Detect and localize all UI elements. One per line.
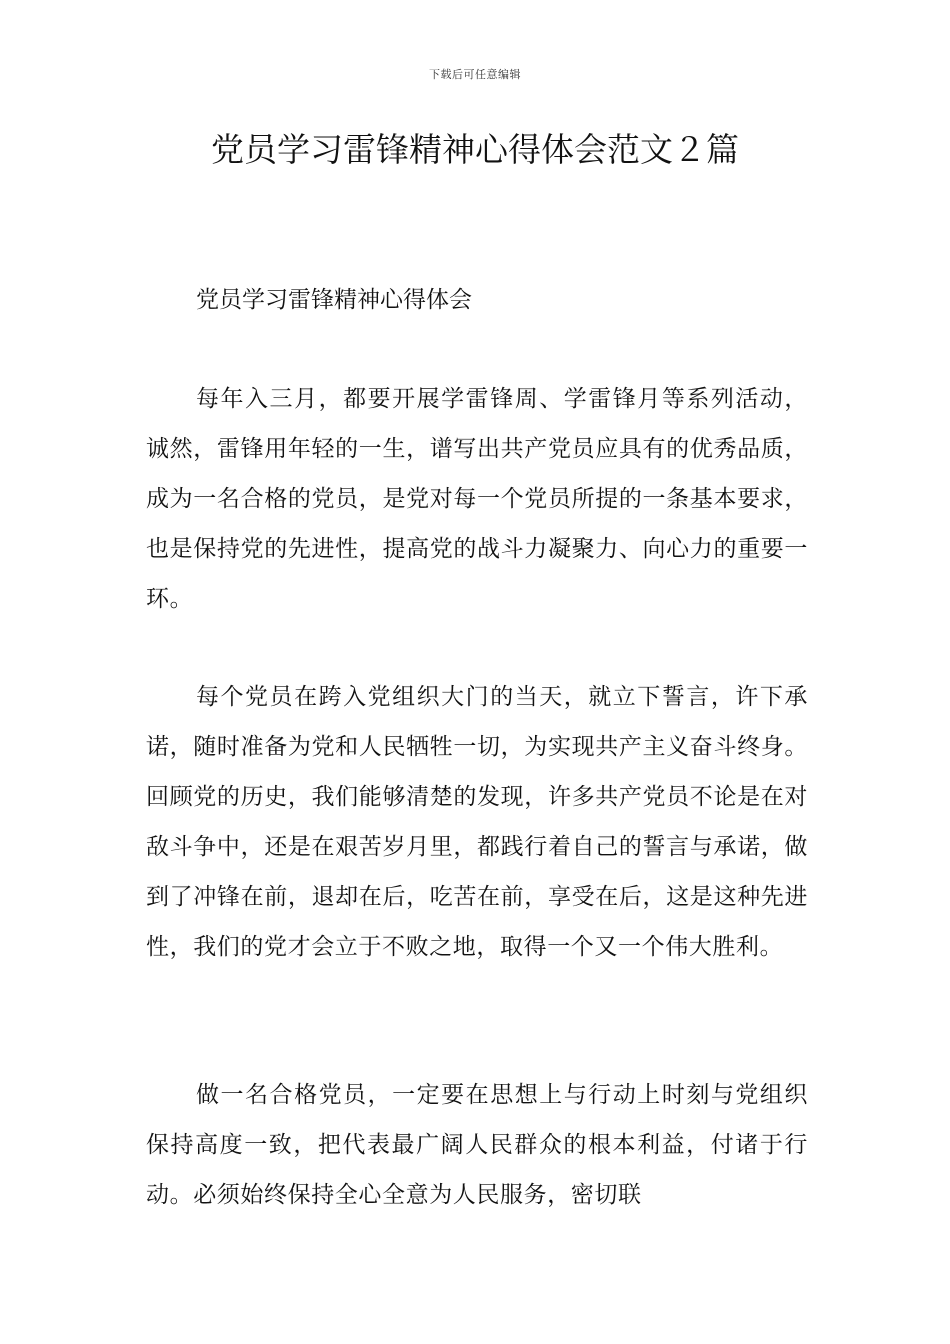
paragraph-3: 做一名合格党员，一定要在思想上与行动上时刻与党组织保持高度一致，把代表最广阔人民群众的根本利益，付诸于行动。必须始终保持全心全意为人民服务，密切联 bbox=[146, 1082, 808, 1208]
paragraph-2: 每个党员在跨入党组织大门的当天，就立下誓言，许下承诺，随时准备为党和人民牺牲一切，为实现共产主义奋斗终身。回顾党的历史，我们能够清楚的发现，许多共产党员不论是在对敌斗争中，还是在艰苦岁月里，都践行着自己的誓言与承诺，做到了冲锋在前，退却在后，吃苦在前，享受在后，这是这种先进性，我们的党才会立于不败之地，取得一个又一个伟大胜利。 bbox=[146, 684, 808, 960]
paragraph-1: 每年入三月，都要开展学雷锋周、学雷锋月等系列活动，诚然，雷锋用年轻的一生，谱写出共产党员应具有的优秀品质，成为一名合格的党员，是党对每一个党员所提的一条基本要求，也是保持党的先进性，提高党的战斗力凝聚力、向心力的重要一环。 bbox=[146, 386, 808, 612]
document-subtitle: 党员学习雷锋精神心得体会 bbox=[196, 287, 472, 313]
document-title: 党员学习雷锋精神心得体会范文２篇 bbox=[211, 130, 739, 169]
header-note: 下载后可任意编辑 bbox=[429, 68, 521, 81]
